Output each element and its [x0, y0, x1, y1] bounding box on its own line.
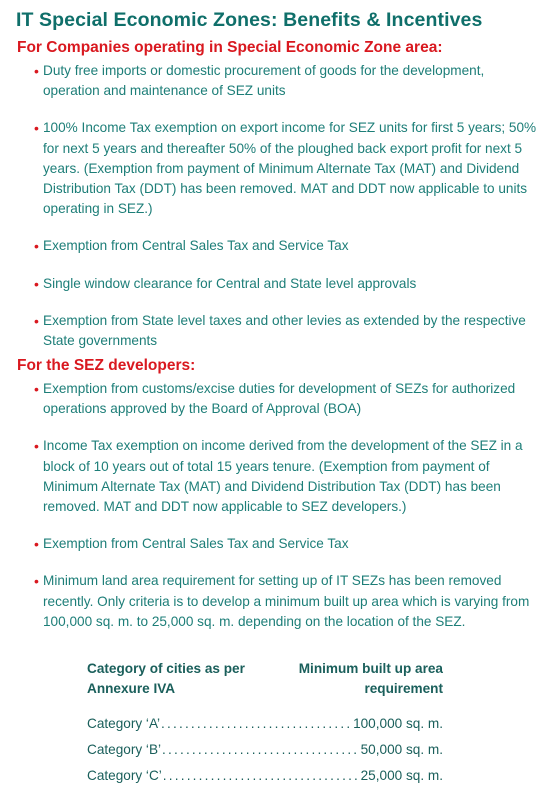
dot-leader: [162, 742, 360, 757]
list-item: • 100% Income Tax exemption on export income for SEZ units for first 5 years; 50% for next 5 years and thereafter 50% of the ploughed back export profit for next 5 years. (Exemption from payment of Minimum Alternate Tax (MAT) and Dividend Distribution Tax (DDT) has been removed. MAT and DDT now applicable to units operating in SEZ.): [34, 120, 537, 217]
bullet-icon: •: [34, 573, 39, 590]
bullet-icon: •: [34, 275, 39, 292]
table-row: [87, 768, 443, 788]
bullet-icon: •: [34, 312, 39, 329]
bullet-icon: •: [34, 238, 39, 255]
row-category: Category ‘A’: [87, 716, 161, 731]
list-item: • Exemption from Central Sales Tax and Service Tax: [35, 534, 543, 554]
bullet-icon: •: [34, 536, 39, 553]
list-item: • Exemption from customs/excise duties for development of SEZs for authorized operations approved by the Board of Approval (BOA): [34, 381, 516, 417]
table-row: [87, 742, 443, 762]
row-area: 25,000 sq. m.: [360, 768, 443, 783]
header-category: Category of cities as per Annexure IVA: [87, 661, 245, 696]
list-item: • Minimum land area requirement for setting up of IT SEZs has been removed recently. Only criteria is to develop a minimum built up area which is varying from 100,000 sq. m. to 25,000 sq. m. depending on the location of the SEZ.: [34, 573, 530, 629]
list-item: • Income Tax exemption on income derived from the development of the SEZ in a block of 10 years out of total 15 years tenure. (Exemption from payment of Minimum Alternate Tax (MAT) and Dividend Distribution Tax (DDT) has been removed. MAT and DDT now applicable to SEZ developers.): [34, 438, 523, 515]
developers-benefit-list: [35, 379, 543, 632]
row-category: Category ‘B’: [87, 742, 162, 757]
section-heading-companies: For Companies operating in Special Economic Zone area:: [17, 39, 443, 56]
row-category: Category ‘C’: [87, 768, 162, 783]
companies-benefit-list: [35, 61, 543, 351]
section-heading-developers: For the SEZ developers:: [17, 357, 196, 374]
bullet-icon: •: [34, 381, 39, 397]
bullet-icon: •: [34, 120, 39, 137]
header-min-area: Minimum built up area requirement: [298, 661, 443, 696]
dot-leader: [161, 716, 352, 731]
list-item: • Single window clearance for Central and State level approvals: [35, 274, 543, 294]
dot-leader: [163, 768, 360, 783]
row-area: 50,000 sq. m.: [360, 742, 443, 757]
table-row: [87, 716, 443, 736]
row-area: 100,000 sq. m.: [353, 716, 443, 731]
list-item: • Exemption from State level taxes and other levies as extended by the respective State governments: [34, 312, 526, 349]
page-title: IT Special Economic Zones: Benefits & Incentives: [16, 9, 483, 31]
list-item: • Exemption from Central Sales Tax and Service Tax: [35, 236, 543, 256]
bullet-icon: •: [34, 438, 39, 455]
list-item: • Duty free imports or domestic procurement of goods for the development, operation and maintenance of SEZ units: [34, 63, 485, 99]
bullet-icon: •: [34, 63, 39, 79]
